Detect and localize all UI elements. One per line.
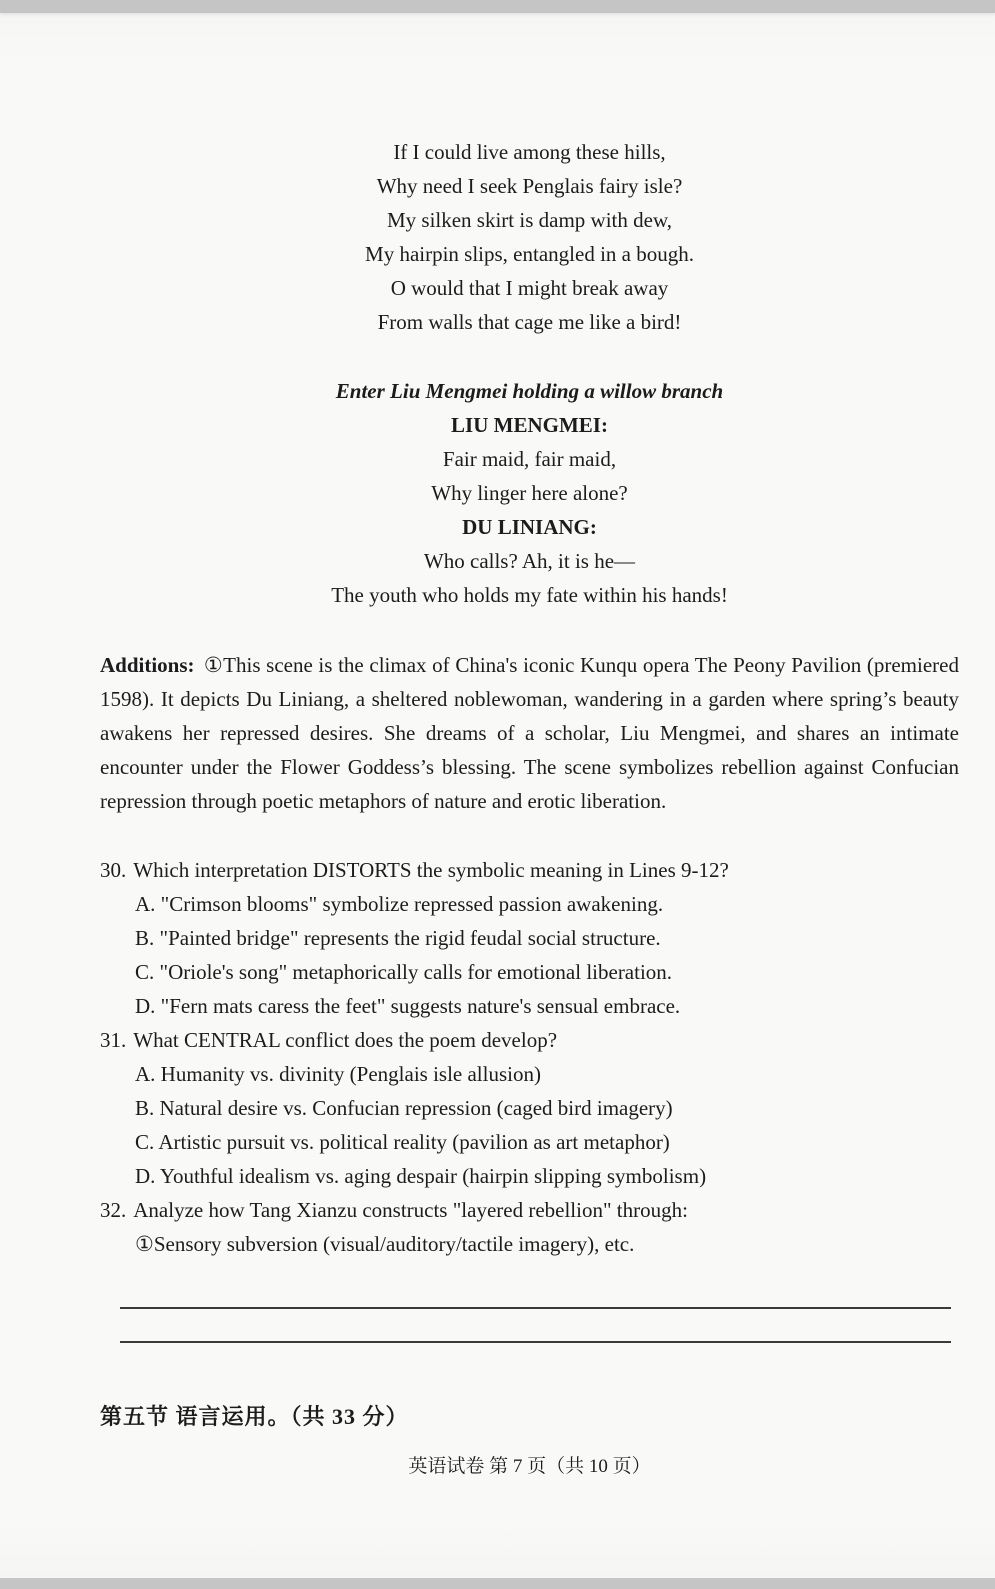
additions-paragraph [100,648,959,818]
page-footer: 英语试卷 第 7 页（共 10 页） [408,1456,651,1477]
question-30-option-b: B. "Painted bridge" represents the rigid feudal social structure. [135,926,661,950]
scan-edge-bottom [0,1578,995,1589]
speaker-du-liniang: DU LINIANG: [462,515,597,539]
poem-line-1: If I could live among these hills, [393,140,666,164]
question-31-stem [100,1023,959,1057]
poem-line-6: From walls that cage me like a bird! [377,310,682,334]
question-31-option-c: C. Artistic pursuit vs. political reality (pavilion as art metaphor) [135,1130,670,1154]
question-32 [100,1193,959,1261]
stage-direction: Enter Liu Mengmei holding a willow branch [335,379,724,403]
additions-text: ①This scene is the climax of China's iconic Kunqu opera The Peony Pavilion (premiered 1598). It depicts Du Liniang, a sheltered noblewoman, wandering in a garden where spring’s beauty awakens her repressed desires. She dreams of a scholar, Liu Mengmei, and shares an intimate encounter under the Flower Goddess’s blessing. The scene symbolizes rebellion against Confucian repression through poetic metaphors of nature and erotic liberation. [100,653,959,813]
answer-blank-line-2 [120,1341,951,1343]
speaker-liu-mengmei: LIU MENGMEI: [451,413,608,437]
poem [100,135,959,339]
question-30-text: Which interpretation DISTORTS the symbolic meaning in Lines 9-12? [133,858,729,882]
question-30-option-d: D. "Fern mats caress the feet" suggests nature's sensual embrace. [135,994,681,1018]
question-31-number: 31. [100,1028,127,1052]
poem-line-5: O would that I might break away [390,276,669,300]
poem-line-4: My hairpin slips, entangled in a bough. [365,242,694,266]
section-heading: 第五节 语言运用。（共 33 分） [100,1404,409,1429]
question-32-number: 32. [100,1198,127,1222]
dialogue [100,408,959,612]
question-31-option-b: B. Natural desire vs. Confucian repression (caged bird imagery) [135,1096,673,1120]
question-30-number: 30. [100,858,127,882]
dialogue-line: The youth who holds my fate within his hands! [331,583,728,607]
dialogue-line: Fair maid, fair maid, [442,447,617,471]
question-32-stem [100,1193,959,1227]
poem-line-3: My silken skirt is damp with dew, [386,208,673,232]
question-32-text: Analyze how Tang Xianzu constructs "layered rebellion" through: [133,1198,688,1222]
scan-edge-top [0,0,995,13]
question-31-option-a: A. Humanity vs. divinity (Penglais isle allusion) [135,1062,541,1086]
answer-blank-line-1 [120,1307,951,1309]
question-30 [100,853,959,1023]
question-31-option-d: D. Youthful idealism vs. aging despair (hairpin slipping symbolism) [135,1164,707,1188]
poem-line-2: Why need I seek Penglais fairy isle? [376,174,683,198]
dialogue-line: Who calls? Ah, it is he— [423,549,636,573]
question-32-subpoint: ①Sensory subversion (visual/auditory/tactile imagery), etc. [135,1232,635,1256]
additions-label: Additions: [100,653,195,677]
questions-section [100,853,959,1261]
question-30-option-c: C. "Oriole's song" metaphorically calls for emotional liberation. [135,960,673,984]
question-31 [100,1023,959,1193]
question-31-text: What CENTRAL conflict does the poem develop? [133,1028,558,1052]
question-30-stem [100,853,959,887]
dialogue-line: Why linger here alone? [431,481,628,505]
question-30-option-a: A. "Crimson blooms" symbolize repressed passion awakening. [135,892,664,916]
